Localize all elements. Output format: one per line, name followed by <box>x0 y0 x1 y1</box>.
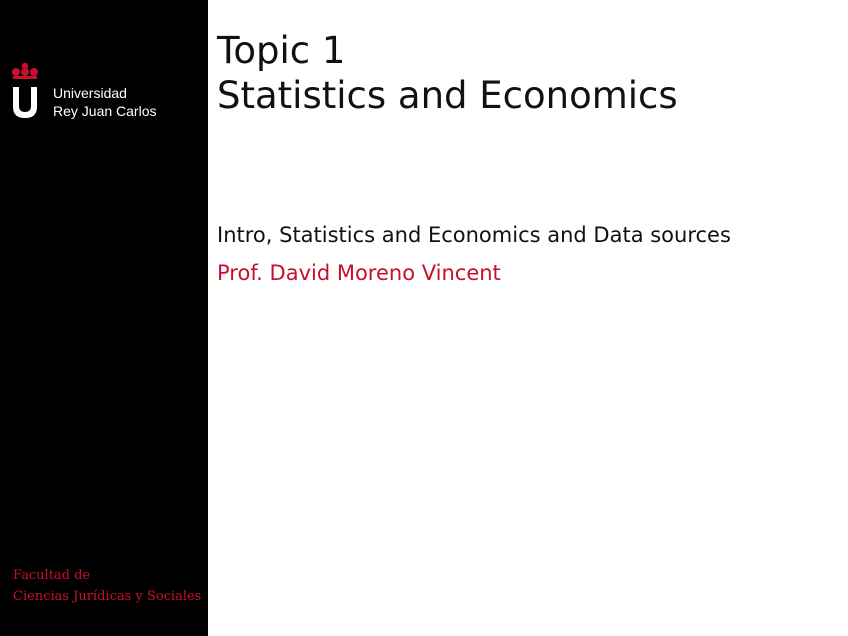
slide-subtitle: Intro, Statistics and Economics and Data sources <box>217 223 731 247</box>
faculty-label <box>13 565 201 607</box>
slide-author: Prof. David Moreno Vincent <box>217 261 501 285</box>
slide-title-line2: Statistics and Economics <box>217 74 678 117</box>
university-name <box>53 84 157 120</box>
faculty-line2: Ciencias Jurídicas y Sociales <box>13 589 202 604</box>
university-name-line2: Rey Juan Carlos <box>53 103 157 119</box>
slide-title-line1: Topic 1 <box>217 29 346 72</box>
university-logo <box>10 62 200 122</box>
sidebar <box>0 0 208 636</box>
faculty-line1: Facultad de <box>13 568 91 583</box>
university-logo-icon <box>10 62 42 120</box>
slide-title <box>217 28 678 118</box>
university-name-line1: Universidad <box>53 85 127 101</box>
